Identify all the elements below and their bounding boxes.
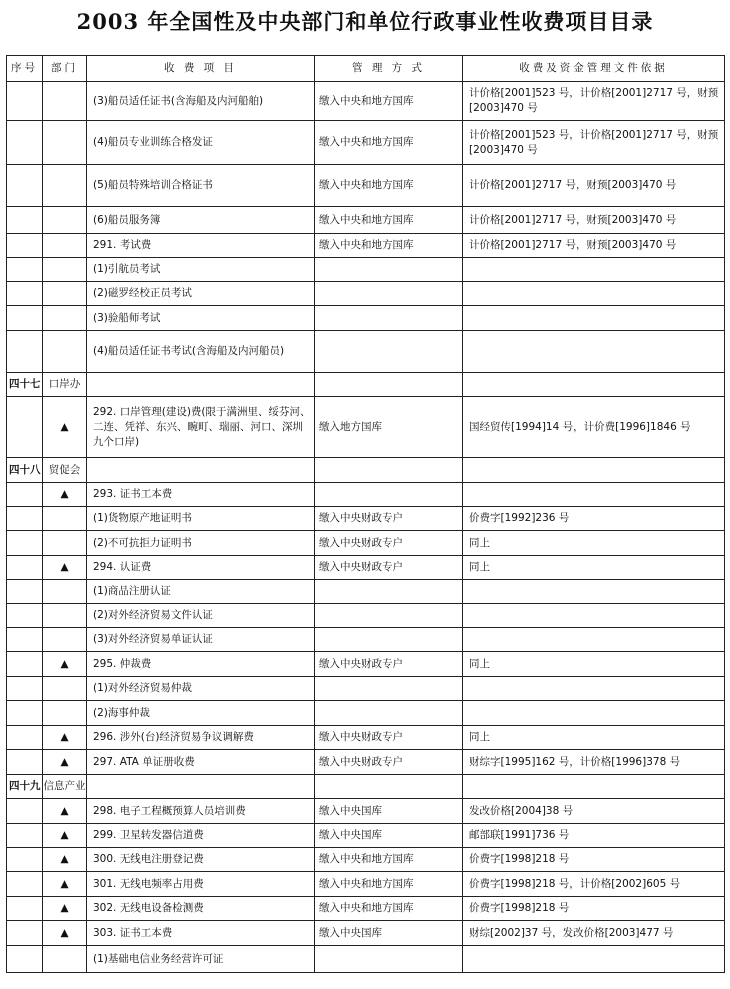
department-cell: [43, 121, 87, 165]
department-cell: [43, 531, 87, 556]
row-number-cell: [7, 580, 43, 604]
fee-item-cell: [87, 458, 315, 483]
row-number-cell: [7, 82, 43, 121]
fee-item-cell: (1)货物原产地证明书: [87, 507, 315, 531]
fee-item-cell: (2)对外经济贸易文件认证: [87, 604, 315, 628]
header-dept: 部门: [43, 56, 87, 82]
table-row: [7, 628, 725, 652]
department-cell: [43, 306, 87, 331]
row-number-cell: [7, 750, 43, 775]
management-cell: 缴入中央国库: [315, 824, 463, 848]
fee-item-cell: (2)海事仲裁: [87, 701, 315, 726]
table-row: [7, 824, 725, 848]
management-cell: 缴入中央财政专户: [315, 556, 463, 580]
table-row: [7, 726, 725, 750]
document-basis-cell: 发改价格[2004]38 号: [463, 799, 725, 824]
fee-item-cell: 303. 证书工本费: [87, 921, 315, 946]
management-cell: 缴入中央和地方国库: [315, 897, 463, 921]
section-row: [7, 458, 725, 483]
management-cell: 缴入中央财政专户: [315, 750, 463, 775]
table-row: [7, 282, 725, 306]
department-cell: [43, 677, 87, 701]
document-basis-cell: 计价格[2001]523 号，计价格[2001]2717 号，财预[2003]470 号: [463, 82, 725, 121]
fee-item-cell: 291. 考试费: [87, 234, 315, 258]
document-basis-cell: [463, 946, 725, 973]
table-row: [7, 677, 725, 701]
table-row: [7, 946, 725, 973]
document-basis-cell: 财综字[1995]162 号，计价格[1996]378 号: [463, 750, 725, 775]
table-row: [7, 258, 725, 282]
fee-item-cell: 295. 仲裁费: [87, 652, 315, 677]
management-cell: 缴入中央和地方国库: [315, 872, 463, 897]
fee-item-cell: 298. 电子工程概预算人员培训费: [87, 799, 315, 824]
management-cell: 缴入中央财政专户: [315, 652, 463, 677]
table-row: [7, 207, 725, 234]
document-basis-cell: 计价格[2001]2717 号，财预[2003]470 号: [463, 165, 725, 207]
document-basis-cell: 计价格[2001]2717 号，财预[2003]470 号: [463, 234, 725, 258]
management-cell: [315, 331, 463, 373]
table-row: [7, 397, 725, 458]
row-number-cell: [7, 556, 43, 580]
document-basis-cell: [463, 331, 725, 373]
row-number-cell: [7, 872, 43, 897]
fee-item-cell: (4)船员专业训练合格发证: [87, 121, 315, 165]
table-row: [7, 556, 725, 580]
table-row: [7, 872, 725, 897]
fee-item-cell: (2)磁罗经校正员考试: [87, 282, 315, 306]
management-cell: 缴入中央财政专户: [315, 726, 463, 750]
management-cell: [315, 628, 463, 652]
document-basis-cell: 价费字[1992]236 号: [463, 507, 725, 531]
row-number-cell: [7, 483, 43, 507]
row-number-cell: [7, 234, 43, 258]
document-basis-cell: 同上: [463, 726, 725, 750]
header-mgmt: 管 理 方 式: [315, 56, 463, 82]
management-cell: 缴入中央和地方国库: [315, 234, 463, 258]
table-row: [7, 82, 725, 121]
table-row: [7, 483, 725, 507]
row-number-cell: [7, 531, 43, 556]
fee-item-cell: 293. 证书工本费: [87, 483, 315, 507]
table-row: [7, 507, 725, 531]
table-row: [7, 897, 725, 921]
fee-item-cell: 292. 口岸管理(建设)费(限于满洲里、绥芬河、二连、凭祥、东兴、畹町、瑞丽、河口、深圳九个口岸): [87, 397, 315, 458]
central-fee-marker-icon: ▲: [43, 824, 87, 848]
document-basis-cell: 同上: [463, 652, 725, 677]
management-cell: [315, 458, 463, 483]
central-fee-marker-icon: ▲: [43, 799, 87, 824]
management-cell: 缴入中央国库: [315, 799, 463, 824]
department-cell: [43, 282, 87, 306]
document-basis-cell: [463, 306, 725, 331]
row-number-cell: [7, 897, 43, 921]
fee-item-cell: 296. 涉外(台)经济贸易争议调解费: [87, 726, 315, 750]
table-row: [7, 652, 725, 677]
management-cell: [315, 373, 463, 397]
department-cell: [43, 234, 87, 258]
fee-item-cell: (2)不可抗拒力证明书: [87, 531, 315, 556]
fee-item-cell: [87, 775, 315, 799]
section-row: [7, 775, 725, 799]
table-row: [7, 165, 725, 207]
document-basis-cell: [463, 604, 725, 628]
row-number-cell: 四十八: [7, 458, 43, 483]
fee-item-cell: [87, 373, 315, 397]
central-fee-marker-icon: ▲: [43, 750, 87, 775]
management-cell: [315, 946, 463, 973]
table-row: [7, 121, 725, 165]
fee-item-cell: (4)船员适任证书考试(含海船及内河船员): [87, 331, 315, 373]
row-number-cell: [7, 258, 43, 282]
table-row: [7, 701, 725, 726]
row-number-cell: [7, 921, 43, 946]
row-number-cell: [7, 331, 43, 373]
fee-table: [6, 55, 725, 973]
document-basis-cell: 国经贸传[1994]14 号，计价费[1996]1846 号: [463, 397, 725, 458]
header-no: 序号: [7, 56, 43, 82]
document-basis-cell: 邮部联[1991]736 号: [463, 824, 725, 848]
management-cell: [315, 775, 463, 799]
row-number-cell: [7, 677, 43, 701]
fee-item-cell: (3)船员适任证书(含海船及内河船舶): [87, 82, 315, 121]
row-number-cell: 四十九: [7, 775, 43, 799]
fee-item-cell: (1)基础电信业务经营许可证: [87, 946, 315, 973]
management-cell: [315, 701, 463, 726]
management-cell: [315, 282, 463, 306]
page-title: 2003 年全国性及中央部门和单位行政事业性收费项目目录: [76, 9, 654, 34]
row-number-cell: [7, 701, 43, 726]
row-number-cell: [7, 848, 43, 872]
management-cell: [315, 580, 463, 604]
document-basis-cell: [463, 677, 725, 701]
table-row: [7, 234, 725, 258]
central-fee-marker-icon: ▲: [43, 897, 87, 921]
department-cell: 信息产业: [43, 775, 87, 799]
department-cell: [43, 604, 87, 628]
document-basis-cell: 价费字[1998]218 号: [463, 897, 725, 921]
management-cell: 缴入中央和地方国库: [315, 121, 463, 165]
fee-item-cell: 294. 认证费: [87, 556, 315, 580]
header-item: 收 费 项 目: [87, 56, 315, 82]
management-cell: 缴入地方国库: [315, 397, 463, 458]
management-cell: 缴入中央国库: [315, 921, 463, 946]
central-fee-marker-icon: ▲: [43, 483, 87, 507]
document-basis-cell: 同上: [463, 556, 725, 580]
fee-item-cell: 301. 无线电频率占用费: [87, 872, 315, 897]
table-row: [7, 750, 725, 775]
fee-item-cell: 302. 无线电设备检测费: [87, 897, 315, 921]
fee-item-cell: 297. ATA 单证册收费: [87, 750, 315, 775]
document-basis-cell: [463, 580, 725, 604]
document-basis-cell: [463, 483, 725, 507]
central-fee-marker-icon: ▲: [43, 848, 87, 872]
management-cell: 缴入中央和地方国库: [315, 207, 463, 234]
row-number-cell: [7, 507, 43, 531]
department-cell: [43, 628, 87, 652]
row-number-cell: [7, 946, 43, 973]
row-number-cell: [7, 306, 43, 331]
management-cell: 缴入中央和地方国库: [315, 848, 463, 872]
department-cell: [43, 82, 87, 121]
row-number-cell: [7, 604, 43, 628]
table-row: [7, 531, 725, 556]
document-basis-cell: [463, 282, 725, 306]
department-cell: [43, 701, 87, 726]
row-number-cell: [7, 824, 43, 848]
central-fee-marker-icon: ▲: [43, 921, 87, 946]
central-fee-marker-icon: ▲: [43, 397, 87, 458]
fee-item-cell: (1)商品注册认证: [87, 580, 315, 604]
table-row: [7, 306, 725, 331]
row-number-cell: 四十七: [7, 373, 43, 397]
central-fee-marker-icon: ▲: [43, 652, 87, 677]
management-cell: 缴入中央财政专户: [315, 531, 463, 556]
department-cell: [43, 207, 87, 234]
table-body: [7, 82, 725, 973]
table-row: [7, 848, 725, 872]
document-basis-cell: [463, 628, 725, 652]
row-number-cell: [7, 799, 43, 824]
management-cell: [315, 677, 463, 701]
management-cell: 缴入中央和地方国库: [315, 82, 463, 121]
management-cell: [315, 604, 463, 628]
document-basis-cell: 计价格[2001]523 号，计价格[2001]2717 号，财预[2003]470 号: [463, 121, 725, 165]
management-cell: [315, 483, 463, 507]
document-basis-cell: 计价格[2001]2717 号，财预[2003]470 号: [463, 207, 725, 234]
table-header-row: [7, 56, 725, 82]
department-cell: 口岸办: [43, 373, 87, 397]
header-doc: 收费及资金管理文件依据: [463, 56, 725, 82]
fee-item-cell: 300. 无线电注册登记费: [87, 848, 315, 872]
department-cell: [43, 165, 87, 207]
fee-item-cell: (1)引航员考试: [87, 258, 315, 282]
row-number-cell: [7, 726, 43, 750]
document-basis-cell: 价费字[1998]218 号: [463, 848, 725, 872]
management-cell: 缴入中央和地方国库: [315, 165, 463, 207]
fee-item-cell: (3)验船师考试: [87, 306, 315, 331]
row-number-cell: [7, 121, 43, 165]
table-row: [7, 580, 725, 604]
table-row: [7, 921, 725, 946]
central-fee-marker-icon: ▲: [43, 872, 87, 897]
department-cell: [43, 258, 87, 282]
department-cell: [43, 507, 87, 531]
fee-item-cell: (1)对外经济贸易仲裁: [87, 677, 315, 701]
management-cell: 缴入中央财政专户: [315, 507, 463, 531]
management-cell: [315, 258, 463, 282]
document-basis-cell: 财综[2002]37 号，发改价格[2003]477 号: [463, 921, 725, 946]
document-basis-cell: 价费字[1998]218 号，计价格[2002]605 号: [463, 872, 725, 897]
department-cell: [43, 946, 87, 973]
fee-item-cell: (5)船员特殊培训合格证书: [87, 165, 315, 207]
document-basis-cell: [463, 701, 725, 726]
row-number-cell: [7, 652, 43, 677]
document-basis-cell: [463, 258, 725, 282]
department-cell: 贸促会: [43, 458, 87, 483]
document-basis-cell: [463, 373, 725, 397]
row-number-cell: [7, 628, 43, 652]
fee-item-cell: (3)对外经济贸易单证认证: [87, 628, 315, 652]
table-row: [7, 799, 725, 824]
table-row: [7, 604, 725, 628]
row-number-cell: [7, 397, 43, 458]
department-cell: [43, 580, 87, 604]
section-row: [7, 373, 725, 397]
central-fee-marker-icon: ▲: [43, 556, 87, 580]
row-number-cell: [7, 282, 43, 306]
central-fee-marker-icon: ▲: [43, 726, 87, 750]
fee-item-cell: (6)船员服务簿: [87, 207, 315, 234]
row-number-cell: [7, 165, 43, 207]
management-cell: [315, 306, 463, 331]
table-row: [7, 331, 725, 373]
fee-item-cell: 299. 卫星转发器信道费: [87, 824, 315, 848]
document-basis-cell: 同上: [463, 531, 725, 556]
row-number-cell: [7, 207, 43, 234]
document-basis-cell: [463, 775, 725, 799]
document-basis-cell: [463, 458, 725, 483]
department-cell: [43, 331, 87, 373]
